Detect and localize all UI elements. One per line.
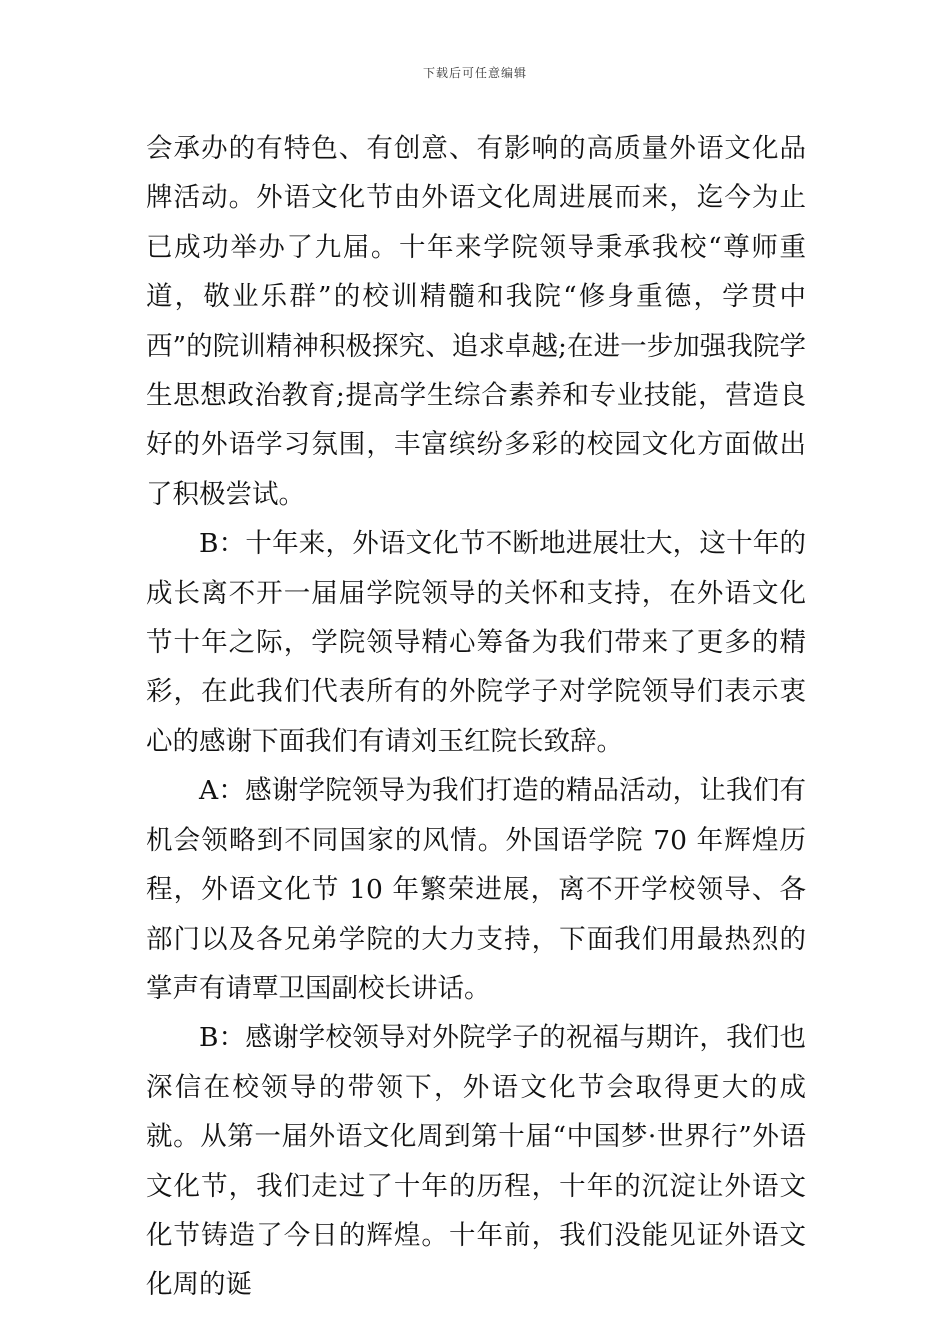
header-note: 下载后可任意编辑 (422, 66, 527, 80)
paragraph-b-speech-1: B：十年来，外语文化节不断地进展壮大，这十年的成长离不开一届届学院领导的关怀和支持，在外语文化节十年之际，学院领导精心筹备为我们带来了更多的精彩，在此我们代表所有的外院学子对学院领导们表示衷心的感谢下面我们有请刘玉红院长致辞。 (146, 528, 806, 757)
paragraph-a-speech: A：感谢学院领导为我们打造的精品活动，让我们有机会领略到不同国家的风情。外国语学院 70 年辉煌历程，外语文化节 10 年繁荣进展，离不开学校领导、各部门以及各兄弟学院的大力支持，下面我们用最热烈的掌声有请覃卫国副校长讲话。 (146, 775, 806, 1004)
document-body (146, 124, 806, 1310)
paragraph-continuation: 会承办的有特色、有创意、有影响的高质量外语文化品牌活动。外语文化节由外语文化周进展而来，迄今为止已成功举办了九届。十年来学院领导秉承我校“尊师重道，敬业乐群”的校训精髓和我院“修身重德，学贯中西”的院训精神积极探究、追求卓越;在进一步加强我院学生思想政治教育;提高学生综合素养和专业技能，营造良好的外语学习氛围，丰富缤纷多彩的校园文化方面做出了积极尝试。 (146, 133, 806, 510)
paragraph-b-speech-2: B：感谢学校领导对外院学子的祝福与期许，我们也深信在校领导的带领下，外语文化节会取得更大的成就。从第一届外语文化周到第十届“中国梦·世界行”外语文化节，我们走过了十年的历程，十年的沉淀让外语文化节铸造了今日的辉煌。十年前，我们没能见证外语文化周的诞 (146, 1022, 806, 1301)
